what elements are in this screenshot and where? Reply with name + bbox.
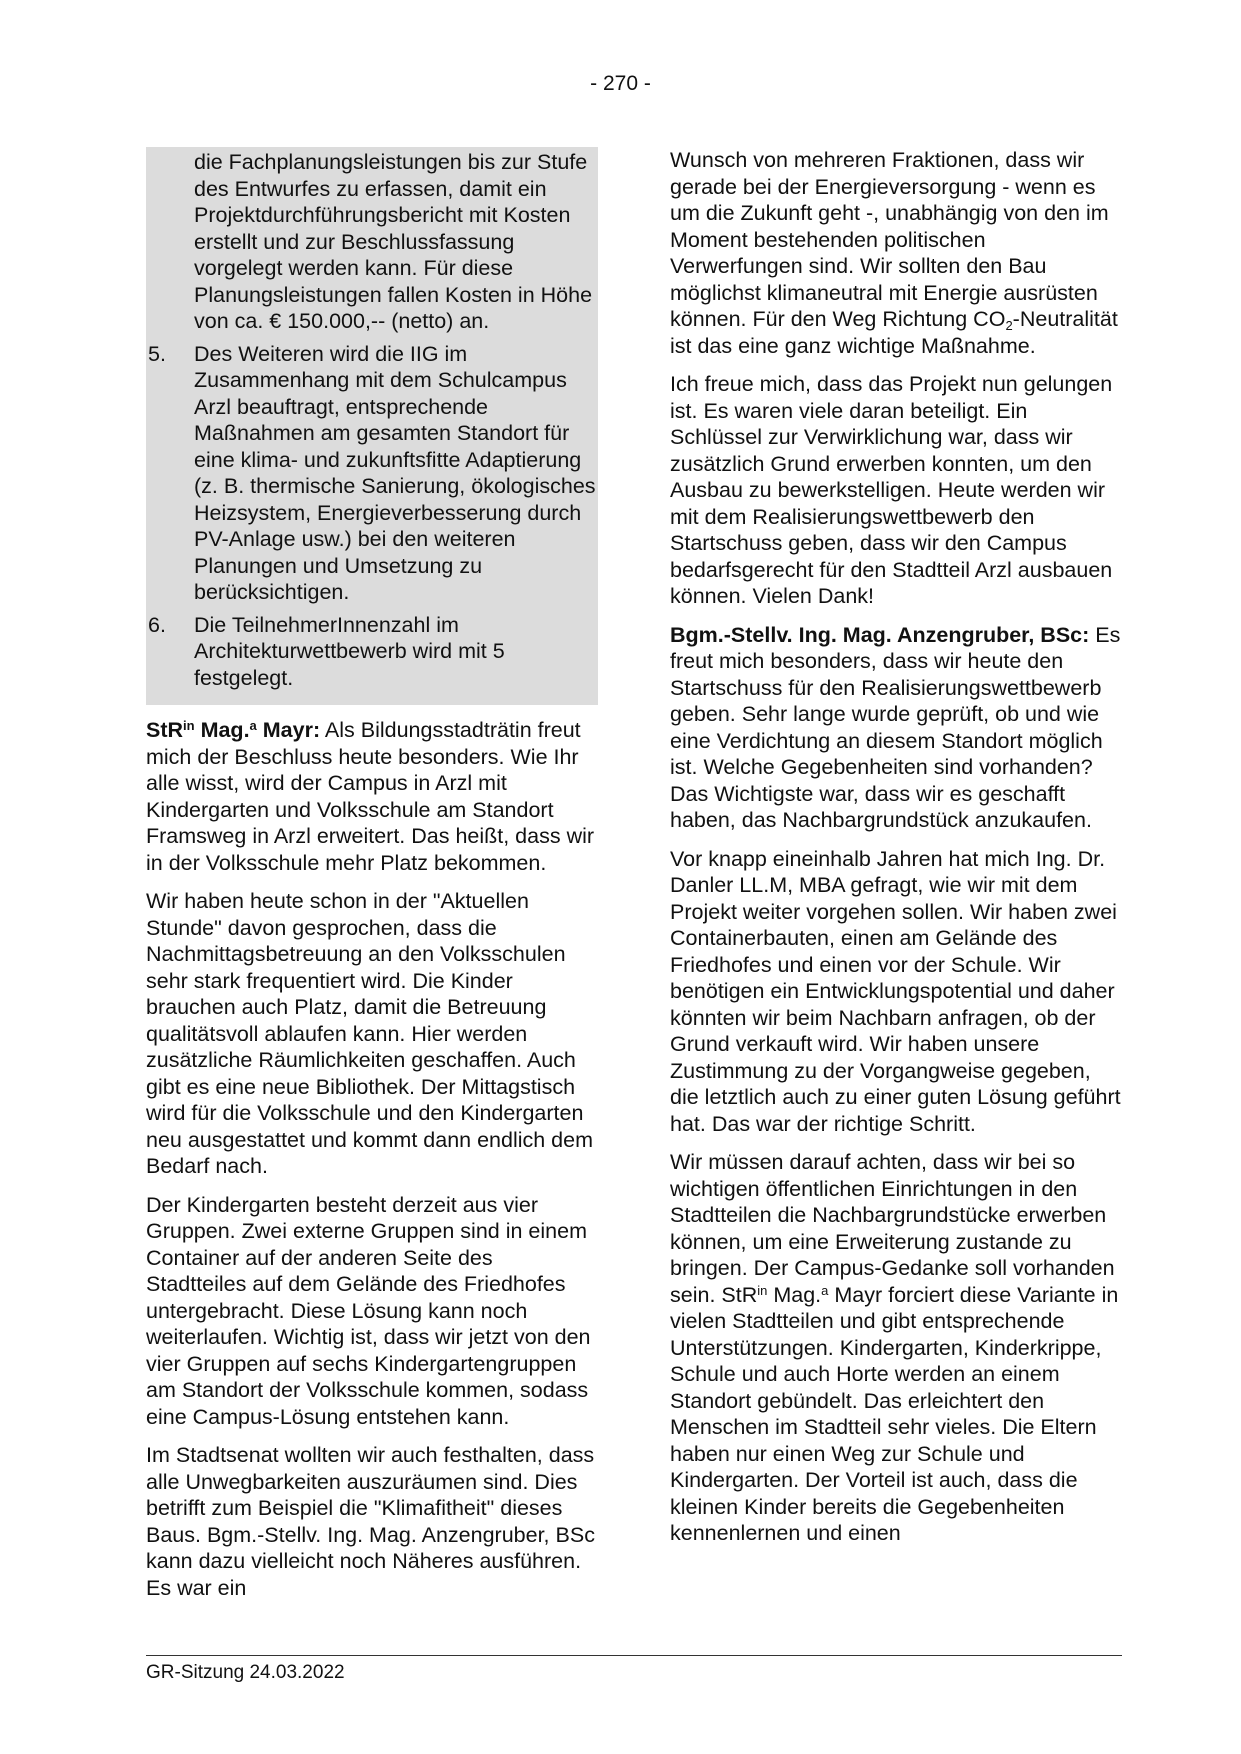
- paragraph: Vor knapp eineinhalb Jahren hat mich Ing. Dr. Danler LL.M, MBA gefragt, wie wir mit dem Projekt weiter vorgehen sollen. Wir haben zwei Containerbauten, einen am Gelände des Friedhofes und einen vor der Schule. Wir benötigen ein Entwicklungspotential und daher könnten wir beim Nachbarn anfragen, ob der Grund verkauft wird. Wir haben unsere Zustimmung zu der Vorgangweise gegeben, die letztlich auch zu einer guten Lösung geführt hat. Das war der richtige Schritt.: [670, 846, 1121, 1136]
- left-column: [146, 147, 598, 1613]
- speaker-name: StR$^{in}$ Mag.$^a$ Mayr:: [146, 718, 321, 742]
- paragraph: Wir haben heute schon in der "Aktuellen Stunde" davon gesprochen, dass die Nachmittagsbetreuung an den Volksschulen sehr stark frequentiert wird. Die Kinder brauchen auch Platz, damit die Betreuung qualitätsvoll ablaufen kann. Hier werden zusätzliche Räumlichkeiten geschaffen. Auch gibt es eine neue Bibliothek. Der Mittagstisch wird für die Volksschule und den Kindergarten neu ausgestattet und kommt dann endlich dem Bedarf nach.: [146, 889, 594, 1178]
- page-number: - 270 -: [590, 72, 651, 95]
- resolution-block: [146, 147, 598, 705]
- paragraph: StR$^{in}$ Mag.$^a$ Mayr: Als Bildungsstadträtin freut mich der Beschluss heute besonders. Wie Ihr alle wisst, wird der Campus in Arzl mit Kindergarten und Volksschule am Standort Framsweg in Arzl erweitert. Das heißt, dass wir in der Volksschule mehr Platz bekommen.: [146, 718, 595, 875]
- paragraph: Im Stadtsenat wollten wir auch festhalten, dass alle Unwegbarkeiten auszuräumen sind. Dies betrifft zum Beispiel die "Klimafitheit" dieses Baus. Bgm.-Stellv. Ing. Mag. Anzengruber, BSc kann dazu vielleicht noch Näheres ausführen. Es war ein: [146, 1443, 595, 1600]
- paragraph: Der Kindergarten besteht derzeit aus vier Gruppen. Zwei externe Gruppen sind in einem Container auf der anderen Seite des Stadtteiles auf dem Gelände des Friedhofes untergebracht. Diese Lösung kann noch weiterlaufen. Wichtig ist, dass wir jetzt von den vier Gruppen auf sechs Kindergartengruppen am Standort der Volksschule kommen, sodass eine Campus-Lösung entstehen kann.: [146, 1192, 591, 1429]
- footer-divider: [146, 1655, 1122, 1656]
- footer-session-date: GR-Sitzung 24.03.2022: [146, 1662, 345, 1683]
- item-number: 5.: [148, 341, 166, 366]
- paragraph: Ich freue mich, dass das Projekt nun gelungen ist. Es waren viele daran beteiligt. Ein Schlüssel zur Verwirklichung war, dass wir zusätzlich Grund erwerben konnten, um den Ausbau zu bewerkstelligen. Heute werden wir mit dem Realisierungswettbewerb den Startschuss geben, dass wir den Campus bedarfsgerecht für den Stadtteil Arzl ausbauen können. Vielen Dank!: [670, 372, 1113, 608]
- item-text: Des Weiteren wird die IIG im Zusammenhang mit dem Schulcampus Arzl beauftragt, entsprechende Maßnahmen am gesamten Standort für eine klima- und zukunftsfitte Adaptierung (z. B. thermische Sanierung, ökologisches Heizsystem, Energieverbesserung durch PV-Anlage usw.) bei den weiteren Planungen und Umsetzung zu berücksichtigen.: [194, 341, 596, 604]
- paragraph: Wunsch von mehreren Fraktionen, dass wir gerade bei der Energieversorgung - wenn es um die Zukunft geht -, unabhängig von den im Moment bestehenden politischen Verwerfungen sind. Wir sollten den Bau möglichst klimaneutral mit Energie ausrüsten können. Für den Weg Richtung $CO_2$-Neutralität ist das eine ganz wichtige Maßnahme.: [670, 148, 1118, 358]
- right-column: [670, 147, 1122, 1559]
- item-number: 6.: [148, 612, 166, 637]
- resolution-item: [146, 612, 598, 692]
- paragraph: Bgm.-Stellv. Ing. Mag. Anzengruber, BSc: Es freut mich besonders, dass wir heute den Startschuss für den Realisierungswettbewerb geben. Sehr lange wurde geprüft, ob und wie eine Verdichtung an diesem Standort möglich ist. Welche Gegebenheiten sind vorhanden? Das Wichtigste war, dass wir es geschafft haben, das Nachbargrundstück anzukaufen.: [670, 622, 1121, 832]
- resolution-text: die Fachplanungsleistungen bis zur Stufe des Entwurfes zu erfassen, damit ein Projektdurchführungsbericht mit Kosten erstellt und zur Beschlussfassung vorgelegt werden kann. Für diese Planungsleistungen fallen Kosten in Höhe von ca. € 150.000,-- (netto) an.: [194, 150, 593, 333]
- speaker-name: Bgm.-Stellv. Ing. Mag. Anzengruber, BSc:: [670, 622, 1090, 647]
- resolution-item: [146, 341, 598, 606]
- item-text: Die TeilnehmerInnenzahl im Architekturwettbewerb wird mit 5 festgelegt.: [194, 612, 505, 690]
- paragraph: Wir müssen darauf achten, dass wir bei so wichtigen öffentlichen Einrichtungen in den Stadtteilen die Nachbargrundstücke erwerben können, um eine Erweiterung zustande zu bringen. Der Campus-Gedanke soll vorhanden sein. StR$^{in}$ Mag.$^a$ Mayr forciert diese Variante in vielen Stadtteilen und gibt entsprechende Unterstützungen. Kindergarten, Kinderkrippe, Schule und auch Horte werden an einem Standort gebündelt. Das erleichtert den Menschen im Stadtteil sehr vieles. Die Eltern haben nur einen Weg zur Schule und Kindergarten. Der Vorteil ist auch, dass die kleinen Kinder bereits die Gegebenheiten kennenlernen und einen: [670, 1150, 1119, 1545]
